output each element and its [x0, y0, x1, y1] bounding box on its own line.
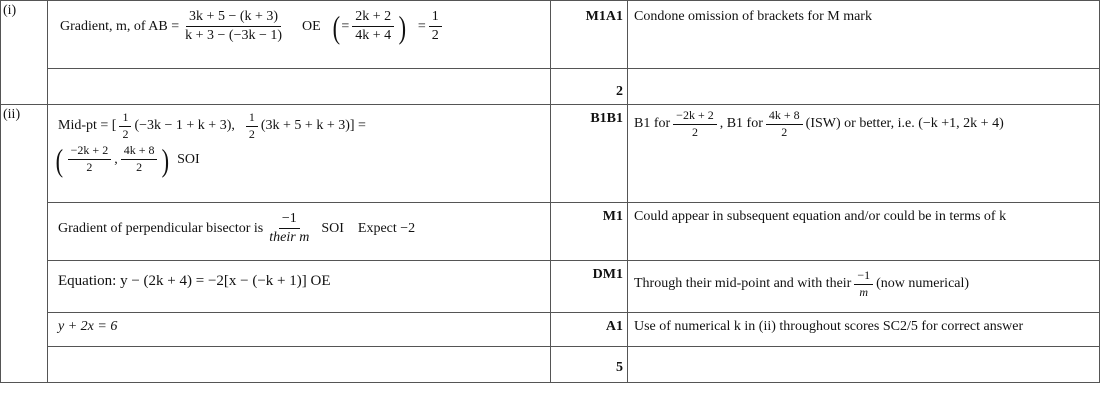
- fraction: [352, 9, 394, 44]
- fraction-denominator: 4k + 4: [355, 28, 392, 44]
- fraction-denominator: k + 3 − (−3k − 1): [185, 28, 283, 44]
- equation-text: Equation: y − (2k + 4) = −2[x − (−k + 1)] OE: [58, 273, 331, 289]
- table-row: [1, 347, 1100, 383]
- guidance-text: (ISW) or better, i.e. (−k +1, 2k + 4): [805, 116, 1004, 132]
- guidance-text: B1 for: [634, 116, 671, 132]
- fraction-numerator: −1: [279, 211, 300, 229]
- fraction-denominator: 2: [86, 160, 93, 175]
- oe-label: OE: [302, 18, 321, 34]
- fraction-numerator: −1: [854, 269, 873, 285]
- table-row: [1, 261, 1100, 313]
- mark-cell: M1: [551, 203, 628, 261]
- gradient-lead: Gradient, m, of AB =: [60, 18, 180, 34]
- answer-cell: [48, 313, 551, 347]
- guidance-text: Through their mid-point and with their: [634, 276, 852, 292]
- guidance-text: , B1 for: [719, 116, 763, 132]
- fraction-denominator: m: [859, 284, 869, 299]
- fraction-numerator: 4k + 8: [121, 144, 158, 160]
- midpoint-x-expr: (−3k − 1 + k + 3),: [134, 118, 235, 134]
- table-row: [1, 203, 1100, 261]
- midpoint-lead: Mid-pt = [: [58, 118, 117, 134]
- answer-cell: [48, 347, 551, 383]
- soi-label: SOI: [321, 220, 344, 236]
- fraction-denominator: 2: [691, 124, 698, 139]
- midpoint-y-expr: (3k + 5 + k + 3)] =: [260, 118, 366, 134]
- table-row: [1, 313, 1100, 347]
- fraction: [429, 9, 442, 44]
- fraction: [266, 211, 312, 246]
- perp-gradient-lead: Gradient of perpendicular bisector is: [58, 220, 264, 236]
- fraction-numerator: −2k + 2: [68, 144, 112, 160]
- soi-label: SOI: [177, 151, 200, 167]
- fraction: [68, 144, 112, 175]
- guidance-cell: Condone omission of brackets for M mark: [628, 1, 1100, 69]
- mark-cell: M1A1: [551, 1, 628, 69]
- fraction: [121, 144, 158, 175]
- fraction: [246, 111, 258, 142]
- fraction: [854, 269, 873, 300]
- guidance-cell: Use of numerical k in (ii) throughout scores SC2/5 for correct answer: [628, 313, 1100, 347]
- table-row: [1, 1, 1100, 69]
- answer-cell: [48, 69, 551, 105]
- fraction-numerator: 1: [119, 111, 131, 127]
- fraction-numerator: 1: [246, 111, 258, 127]
- fraction-denominator: 2: [248, 126, 255, 141]
- answer-cell: Gradient, m, of AB = $\frac{3k + 5 - (k + 3)}{k + 3 - (-3k - 1)}$ OE ( = $\frac{2k + 2}{4k + 4}$ ) = $\frac{1}{2}$: [48, 1, 551, 69]
- mark-total-cell: 5: [551, 347, 628, 383]
- fraction-numerator: 1: [429, 9, 442, 27]
- table-row: [1, 105, 1100, 203]
- answer-cell: Mid-pt = [ $\frac{1}{2}$ (−3k − 1 + k + 3), $\frac{1}{2}$ (3k + 5 + k + 3)] = ( $\frac{-2k + 2}{2}$ , $\frac{4k + 8}{2}$ ) SOI: [48, 105, 551, 203]
- guidance-text: (now numerical): [876, 276, 970, 292]
- fraction-denominator: their m: [269, 230, 310, 246]
- guidance-cell: [628, 261, 1100, 313]
- mark-cell: B1B1: [551, 105, 628, 203]
- mark-cell: DM1: [551, 261, 628, 313]
- fraction-denominator: 2: [122, 126, 129, 141]
- expect-label: Expect −2: [357, 220, 416, 236]
- part-label: (i): [1, 1, 48, 105]
- mark-cell: A1: [551, 313, 628, 347]
- guidance-cell: [628, 105, 1100, 203]
- fraction: [766, 109, 803, 140]
- final-answer-text: y + 2x = 6: [58, 319, 118, 334]
- guidance-cell: [628, 347, 1100, 383]
- fraction: [182, 9, 285, 44]
- fraction-denominator: 2: [431, 28, 439, 44]
- answer-cell: [48, 203, 551, 261]
- answer-cell: [48, 261, 551, 313]
- equals-sign: =: [417, 18, 426, 34]
- fraction: [119, 111, 131, 142]
- fraction-numerator: 4k + 8: [766, 109, 803, 125]
- fraction: [673, 109, 717, 140]
- mark-total-cell: 2: [551, 69, 628, 105]
- fraction-numerator: −2k + 2: [673, 109, 717, 125]
- fraction-numerator: 3k + 5 − (k + 3): [186, 9, 281, 27]
- guidance-cell: Could appear in subsequent equation and/or could be in terms of k: [628, 203, 1100, 261]
- fraction-numerator: 2k + 2: [352, 9, 394, 27]
- fraction-denominator: 2: [781, 124, 788, 139]
- fraction-denominator: 2: [136, 160, 143, 175]
- table-row: [1, 69, 1100, 105]
- guidance-cell: [628, 69, 1100, 105]
- part-label: (ii): [1, 105, 48, 383]
